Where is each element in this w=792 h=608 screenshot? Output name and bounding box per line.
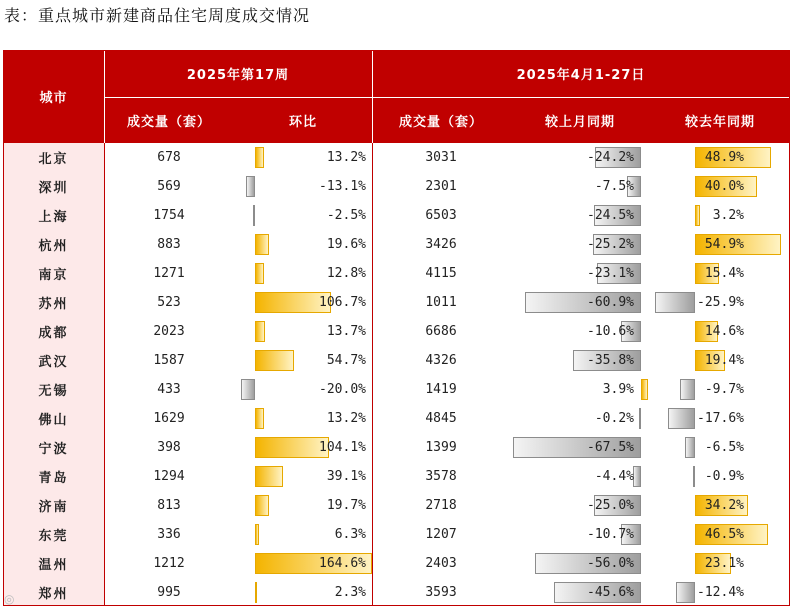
- week-volume: 883: [157, 237, 181, 252]
- table-row: [3, 201, 790, 230]
- city-name: 济南: [38, 500, 69, 515]
- range-yoy: 34.2%: [704, 498, 744, 513]
- city-name: 无锡: [38, 384, 69, 399]
- city-name: 杭州: [38, 239, 69, 254]
- week-mom: 54.7%: [326, 353, 366, 368]
- range-yoy: 46.5%: [704, 527, 744, 542]
- city-name: 成都: [38, 326, 69, 341]
- range-volume: 1399: [425, 440, 457, 455]
- range-volume: 2301: [425, 179, 457, 194]
- table-row: [3, 462, 790, 491]
- range-mom: -23.1%: [587, 266, 634, 281]
- range-yoy: -12.4%: [697, 585, 744, 600]
- week-volume: 1212: [153, 556, 185, 571]
- table-row: [3, 317, 790, 346]
- range-volume: 3578: [425, 469, 457, 484]
- city-name: 佛山: [38, 413, 69, 428]
- week-volume: 1587: [153, 353, 185, 368]
- city-name: 北京: [38, 152, 69, 167]
- week-volume: 813: [157, 498, 181, 513]
- week-mom: -13.1%: [319, 179, 366, 194]
- week-mom: -2.5%: [326, 208, 366, 223]
- watermark-logo: ◎: [4, 592, 15, 606]
- table-row: [3, 578, 790, 607]
- table-row: [3, 259, 790, 288]
- week-volume: 678: [157, 150, 181, 165]
- week-volume: 523: [157, 295, 181, 310]
- week-volume: 569: [157, 179, 181, 194]
- header-week-volume-label: 成交量（套）: [126, 114, 211, 130]
- table-row: [3, 491, 790, 520]
- data-table: [3, 50, 790, 606]
- table-row: [3, 520, 790, 549]
- week-mom: 2.3%: [334, 585, 366, 600]
- header-city-label: 城市: [39, 91, 68, 106]
- table-row: [3, 346, 790, 375]
- range-mom: -0.2%: [594, 411, 634, 426]
- range-yoy: 3.2%: [712, 208, 744, 223]
- range-yoy: 48.9%: [704, 150, 744, 165]
- table-row: [3, 143, 790, 172]
- range-mom: 3.9%: [602, 382, 634, 397]
- range-mom: -60.9%: [587, 295, 634, 310]
- range-yoy: 40.0%: [704, 179, 744, 194]
- header-range-yoy: [650, 97, 790, 143]
- header-week-group-label: 2025年第17周: [186, 68, 290, 83]
- week-mom: -20.0%: [319, 382, 366, 397]
- city-name: 郑州: [38, 587, 69, 602]
- range-volume: 2718: [425, 498, 457, 513]
- city-name: 青岛: [38, 471, 69, 486]
- city-name: 苏州: [38, 297, 69, 312]
- header-week-volume: [104, 97, 234, 143]
- range-mom: -25.0%: [587, 498, 634, 513]
- week-volume: 1271: [153, 266, 185, 281]
- range-volume: 6503: [425, 208, 457, 223]
- week-mom: 164.6%: [319, 556, 366, 571]
- header-week-mom-label: 环比: [288, 114, 317, 130]
- table-row: [3, 288, 790, 317]
- range-mom: -10.6%: [587, 324, 634, 339]
- range-mom: -35.8%: [587, 353, 634, 368]
- week-volume: 1754: [153, 208, 185, 223]
- range-yoy: -0.9%: [704, 469, 744, 484]
- range-yoy: 23.1%: [704, 556, 744, 571]
- week-mom: 104.1%: [319, 440, 366, 455]
- week-mom: 19.6%: [326, 237, 366, 252]
- range-yoy: 14.6%: [704, 324, 744, 339]
- range-volume: 1419: [425, 382, 457, 397]
- week-mom: 13.7%: [326, 324, 366, 339]
- table-row: [3, 375, 790, 404]
- range-mom: -25.2%: [587, 237, 634, 252]
- range-mom: -24.2%: [587, 150, 634, 165]
- week-volume: 398: [157, 440, 181, 455]
- week-volume: 995: [157, 585, 181, 600]
- table-row: [3, 230, 790, 259]
- header-week-group: [104, 50, 372, 97]
- range-volume: 2403: [425, 556, 457, 571]
- header-range-yoy-label: 较去年同期: [684, 114, 755, 130]
- range-mom: -67.5%: [587, 440, 634, 455]
- week-mom: 39.1%: [326, 469, 366, 484]
- range-volume: 1207: [425, 527, 457, 542]
- city-name: 上海: [38, 210, 69, 225]
- header-week-mom: [234, 97, 372, 143]
- header-range-volume: [372, 97, 510, 143]
- range-yoy: -9.7%: [704, 382, 744, 397]
- range-volume: 6686: [425, 324, 457, 339]
- city-name: 武汉: [38, 355, 69, 370]
- column-divider: [104, 143, 105, 606]
- header-range-group-label: 2025年4月1-27日: [516, 68, 646, 83]
- range-mom: -7.5%: [594, 179, 634, 194]
- city-name: 温州: [38, 558, 69, 573]
- week-volume: 1294: [153, 469, 185, 484]
- header-separator: [104, 97, 790, 98]
- range-volume: 4326: [425, 353, 457, 368]
- week-mom: 106.7%: [319, 295, 366, 310]
- range-volume: 1011: [425, 295, 457, 310]
- range-mom: -4.4%: [594, 469, 634, 484]
- table-row: [3, 404, 790, 433]
- week-volume: 433: [157, 382, 181, 397]
- range-volume: 4845: [425, 411, 457, 426]
- header-range-volume-label: 成交量（套）: [398, 114, 483, 130]
- column-divider: [372, 143, 373, 606]
- range-mom: -56.0%: [587, 556, 634, 571]
- table-row: [3, 433, 790, 462]
- week-volume: 336: [157, 527, 181, 542]
- range-mom: -45.6%: [587, 585, 634, 600]
- table-row: [3, 172, 790, 201]
- city-name: 深圳: [38, 181, 69, 196]
- header-range-group: [372, 50, 790, 97]
- city-name: 东莞: [38, 529, 69, 544]
- range-yoy: -17.6%: [697, 411, 744, 426]
- table-caption: 表：重点城市新建商品住宅周度成交情况: [4, 6, 311, 25]
- rm-bar: [641, 379, 648, 400]
- week-volume: 1629: [153, 411, 185, 426]
- range-volume: 3426: [425, 237, 457, 252]
- week-mom: 12.8%: [326, 266, 366, 281]
- range-mom: -10.7%: [587, 527, 634, 542]
- week-mom: 6.3%: [334, 527, 366, 542]
- range-mom: -24.5%: [587, 208, 634, 223]
- range-volume: 4115: [425, 266, 457, 281]
- range-volume: 3031: [425, 150, 457, 165]
- header-range-mom-label: 较上月同期: [544, 114, 615, 130]
- range-yoy: 15.4%: [704, 266, 744, 281]
- week-mom: 13.2%: [326, 411, 366, 426]
- range-volume: 3593: [425, 585, 457, 600]
- header-range-mom: [510, 97, 650, 143]
- week-volume: 2023: [153, 324, 185, 339]
- table-row: [3, 549, 790, 578]
- week-mom: 19.7%: [326, 498, 366, 513]
- range-yoy: 54.9%: [704, 237, 744, 252]
- city-name: 宁波: [38, 442, 69, 457]
- range-yoy: -25.9%: [697, 295, 744, 310]
- city-name: 南京: [38, 268, 69, 283]
- range-yoy: 19.4%: [704, 353, 744, 368]
- range-yoy: -6.5%: [704, 440, 744, 455]
- header-city: [3, 50, 104, 143]
- week-mom: 13.2%: [326, 150, 366, 165]
